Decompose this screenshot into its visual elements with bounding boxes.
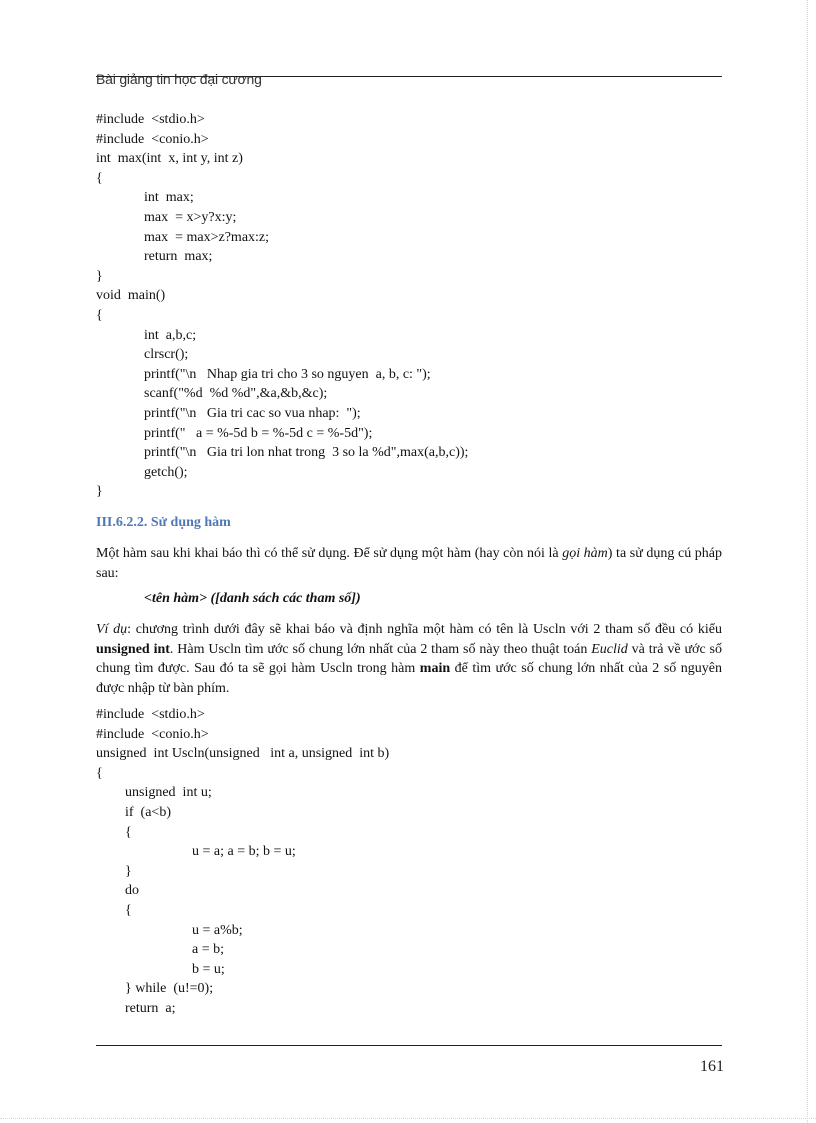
- code-line: b = u;: [192, 961, 225, 977]
- page-edge-bottom: [0, 1118, 816, 1119]
- paragraph-example: [96, 620, 722, 698]
- code-line: #include <conio.h>: [96, 131, 209, 147]
- code-line: }: [96, 268, 103, 284]
- code-line: getch();: [144, 464, 188, 480]
- section-heading: III.6.2.2. Sử dụng hàm: [96, 515, 231, 530]
- syntax-line: <tên hàm> ([danh sách các tham số]): [144, 591, 361, 606]
- example-text: và trả về ước số chung tìm được. Sau đó ta sẽ gọi hàm Uscln trong hàm: [96, 641, 722, 676]
- para1-text: ) ta sử dụng cú pháp sau:: [96, 546, 723, 581]
- para1-italic-term: gọi hàm: [562, 546, 608, 561]
- code-line: #include <conio.h>: [96, 726, 209, 742]
- code-line: u = a%b;: [192, 922, 243, 938]
- example-bold-main: main: [419, 661, 451, 676]
- code-line: {: [96, 307, 103, 323]
- example-text: : chương trình dưới đây sẽ khai báo và định nghĩa một hàm có tên là Uscln với 2 tham số đều có kiểu: [127, 622, 722, 637]
- code-line: printf(" a = %-5d b = %-5d c = %-5d");: [144, 425, 373, 441]
- code-block-uscln-example: [96, 705, 389, 1019]
- code-line: if (a<b): [125, 804, 171, 820]
- code-line: {: [96, 765, 103, 781]
- code-line: scanf("%d %d %d",&a,&b,&c);: [144, 386, 328, 402]
- code-line: a = b;: [192, 942, 224, 958]
- code-line: }: [125, 863, 132, 879]
- running-header: Bài giảng tin học đại cương: [96, 71, 262, 87]
- code-line: int a,b,c;: [144, 327, 197, 343]
- code-line: } while (u!=0);: [125, 981, 214, 997]
- code-line: int max;: [144, 190, 194, 206]
- para1-text: Một hàm sau khi khai báo thì có thể sử dụng. Để sử dụng một hàm (hay còn nói là: [96, 546, 563, 561]
- code-line: printf("\n Nhap gia tri cho 3 so nguyen a, b, c: ");: [144, 366, 431, 382]
- code-line: do: [125, 883, 139, 899]
- code-line: #include <stdio.h>: [96, 112, 205, 127]
- code-line: {: [96, 170, 103, 186]
- example-text: . Hàm Uscln tìm ước số chung lớn nhất của 2 tham số này theo thuật toán: [169, 641, 592, 657]
- code-line: unsigned int Uscln(unsigned int a, unsigned int b): [96, 746, 390, 762]
- example-text: để tìm ước số chung lớn nhất của 2 số nguyên được nhập từ bàn phím.: [96, 661, 722, 696]
- code-line: return a;: [125, 1000, 176, 1016]
- code-line: max = x>y?x:y;: [144, 209, 237, 225]
- code-line: u = a; a = b; b = u;: [192, 844, 296, 860]
- code-line: }: [96, 484, 103, 500]
- paragraph-function-usage: [96, 544, 722, 583]
- example-bold-type: unsigned int: [96, 641, 170, 657]
- code-line: unsigned int u;: [125, 785, 212, 801]
- code-line: {: [125, 902, 132, 918]
- code-line: return max;: [144, 249, 213, 265]
- code-line: void main(): [96, 288, 166, 304]
- code-line: printf("\n Gia tri cac so vua nhap: ");: [144, 405, 361, 421]
- example-italic-algo: Euclid: [591, 641, 628, 657]
- footer-rule: [96, 1045, 722, 1046]
- code-line: clrscr();: [144, 347, 189, 363]
- example-label: Ví dụ: [96, 622, 128, 637]
- page-number: 161: [700, 1058, 724, 1075]
- code-line: int max(int x, int y, int z): [96, 151, 243, 167]
- code-block-max-example: [96, 110, 468, 502]
- code-line: #include <stdio.h>: [96, 707, 205, 722]
- code-line: printf("\n Gia tri lon nhat trong 3 so la %d",max(a,b,c));: [144, 445, 469, 461]
- page-edge-right: [807, 0, 808, 1123]
- code-line: max = max>z?max:z;: [144, 229, 270, 245]
- header-rule: [96, 76, 722, 77]
- code-line: {: [125, 824, 132, 840]
